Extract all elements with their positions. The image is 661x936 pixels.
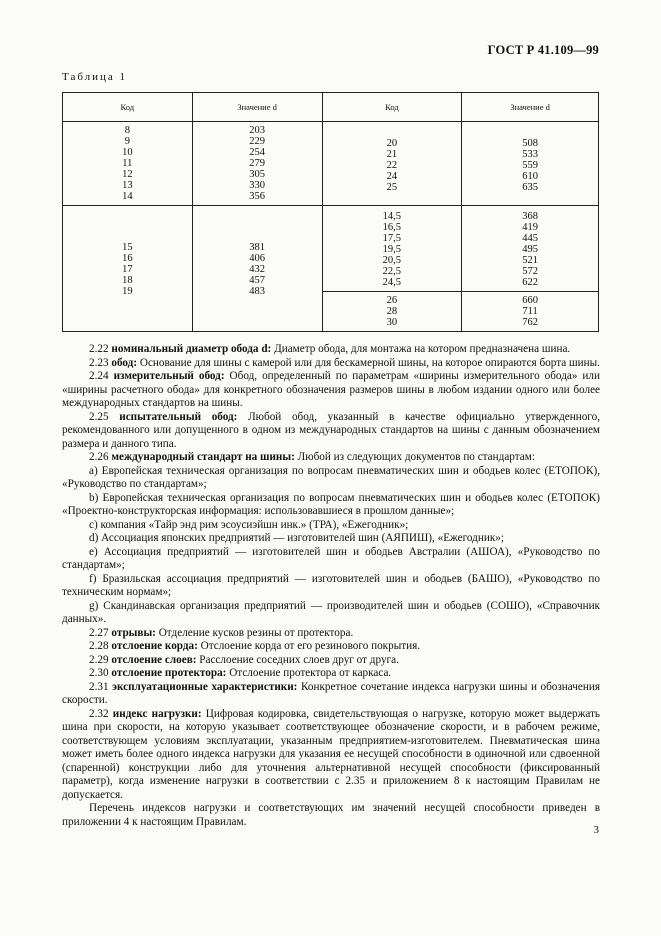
paragraph	[62, 357, 600, 371]
table-row	[63, 206, 599, 292]
paragraph-text: d) Ассоциация японских предприятий — изготовителей шин (АЯПИШ), «Ежегодник»;	[89, 532, 504, 544]
paragraph	[62, 343, 600, 357]
table-cell: 368 419 445 495 521 572 622	[462, 206, 599, 292]
paragraph-number: 2.27	[89, 626, 112, 639]
table-cell: 381 406 432 457 483	[192, 206, 322, 332]
column-header-code-1: Код	[63, 93, 193, 122]
paragraph-number: 2.25	[89, 410, 120, 423]
body-text	[62, 343, 600, 829]
paragraph-text: Отделение кусков резины от протектора.	[155, 626, 354, 639]
paragraph	[62, 411, 600, 452]
paragraph	[62, 546, 600, 573]
page-number: 3	[593, 824, 599, 836]
paragraph	[62, 627, 600, 641]
table-cell: 26 28 30	[322, 292, 462, 332]
paragraph	[62, 519, 600, 533]
column-header-value-1: Значение d	[192, 93, 322, 122]
paragraph-number: 2.26	[89, 451, 112, 463]
paragraph-text: e) Ассоциация предприятий — изготовителей шин и ободьев Австралии (АШОА), «Руководство по стандартам»;	[62, 545, 600, 571]
table-cell: 508 533 559 610 635	[462, 122, 599, 206]
paragraph-number: 2.22	[89, 343, 112, 355]
paragraph-text: Расслоение соседних слоев друг от друга.	[196, 653, 399, 666]
table-row	[63, 122, 599, 206]
paragraph	[62, 802, 600, 829]
paragraph	[62, 640, 600, 654]
paragraph-text: Обод, определенный по параметрам «ширины измерительного обода» или «ширины расчетного обода» для конкретного обозначения размеров шины в любом издании одного или более международных стандартов на шины.	[62, 370, 600, 409]
paragraph-text: Конкретное сочетание индекса нагрузки шины и обозначения скорости.	[62, 680, 601, 706]
paragraph	[62, 451, 600, 465]
term: индекс нагрузки:	[112, 707, 202, 720]
table-caption: Таблица 1	[62, 71, 128, 83]
paragraph	[62, 654, 600, 668]
table-cell: 15 16 17 18 19	[63, 206, 193, 332]
table-cell: 203 229 254 279 305 330 356	[192, 122, 322, 206]
paragraph	[62, 492, 600, 519]
paragraph-number: 2.24	[89, 370, 114, 382]
paragraph-number: 2.23	[89, 356, 112, 369]
paragraph-number: 2.31	[89, 680, 113, 693]
term: обод:	[111, 356, 138, 369]
paragraph	[62, 600, 600, 627]
paragraph	[62, 532, 600, 546]
paragraph	[62, 681, 600, 708]
code-value-table	[62, 92, 599, 332]
table-cell: 660 711 762	[462, 292, 599, 332]
paragraph	[62, 573, 600, 600]
paragraph-text: Диаметр обода, для монтажа на котором предназначена шина.	[271, 343, 571, 355]
paragraph-text: Любой из следующих документов по стандартам:	[294, 451, 535, 463]
term: измерительный обод:	[113, 370, 225, 382]
table-cell: 8 9 10 11 12 13 14	[63, 122, 193, 206]
paragraph-text: c) компания «Тайр энд рим эсоусиэйшн инк.» (ТРА), «Ежегодник»;	[89, 518, 409, 531]
document-header: ГОСТ Р 41.109—99	[487, 43, 599, 57]
paragraph-number: 2.29	[89, 653, 112, 666]
paragraph-number: 2.28	[89, 640, 112, 652]
paragraph-text: Любой обод, указанный в качестве официально утвержденного, рекомендованного или допущенного в одном из международных стандартов на шины с данным обозначением размера и данного типа.	[62, 410, 601, 450]
paragraph-text: Перечень индексов нагрузки и соответствующих им значений несущей способности приведен в приложении 4 к настоящим Правилам.	[62, 802, 600, 828]
paragraph-text: Отслоение протектора от каркаса.	[226, 667, 392, 679]
table-cell: 20 21 22 24 25	[322, 122, 462, 206]
term: отслоение слоев:	[111, 653, 197, 666]
paragraph-text: Цифровая кодировка, свидетельствующая о нагрузке, которую может выдержать шина при скорости, на которую указывает соответствующее обозначение скорости, и в рабочем режиме, соответствующем условиям эксплуатации, указанным предприятием-изготовителем. Пневматическая шина может иметь более одного индекса нагрузки для указания ее несущей способности в одиночной или сдвоенной (спаренной) конструкции либо для уточнения альтернативной несущей способности (фиксированный параметр), когда изменение нагрузки в соответствии с 2.35 и приложением 8 к настоящим Правилам не допускается.	[62, 707, 601, 801]
paragraph	[62, 667, 600, 681]
paragraph-text: Отслоение корда от его резинового покрытия.	[197, 640, 421, 652]
term: испытательный обод:	[119, 410, 238, 423]
term: эксплуатационные характеристики:	[112, 680, 298, 693]
paragraph-text: g) Скандинавская организация предприятий — производителей шин и ободьев (СОШО), «Справочник данных».	[62, 599, 600, 625]
paragraph	[62, 708, 600, 803]
paragraph-number: 2.30	[89, 667, 112, 679]
paragraph	[62, 370, 600, 411]
column-header-value-2: Значение d	[462, 93, 599, 122]
paragraph-text: a) Европейская техническая организация по вопросам пневматических шин и ободьев колес (ЕТОПОК), «Руководство по стандартам»;	[62, 464, 600, 490]
paragraph-text: Основание для шины с камерой или для бескамерной шины, на которое опираются борта шины.	[137, 356, 600, 369]
paragraph-number: 2.32	[89, 707, 113, 720]
term: отслоение протектора:	[111, 667, 227, 679]
term: отслоение корда:	[111, 640, 198, 652]
paragraph-text: f) Бразильская ассоциация предприятий — изготовителей шин и ободьев (БАШО), «Руководство по техническим нормам»;	[62, 572, 600, 598]
term: отрывы:	[111, 626, 156, 639]
column-header-code-2: Код	[322, 93, 462, 122]
paragraph	[62, 465, 600, 492]
term: номинальный диаметр обода d:	[111, 343, 272, 355]
term: международный стандарт на шины:	[111, 451, 295, 463]
paragraph-text: b) Европейская техническая организация по вопросам пневматических шин и ободьев колес (ЕТОПОК) «Проектно-конструкторская информация: использовавшиеся в прошлом данные»;	[62, 491, 600, 517]
table-cell: 14,5 16,5 17,5 19,5 20,5 22,5 24,5	[322, 206, 462, 292]
